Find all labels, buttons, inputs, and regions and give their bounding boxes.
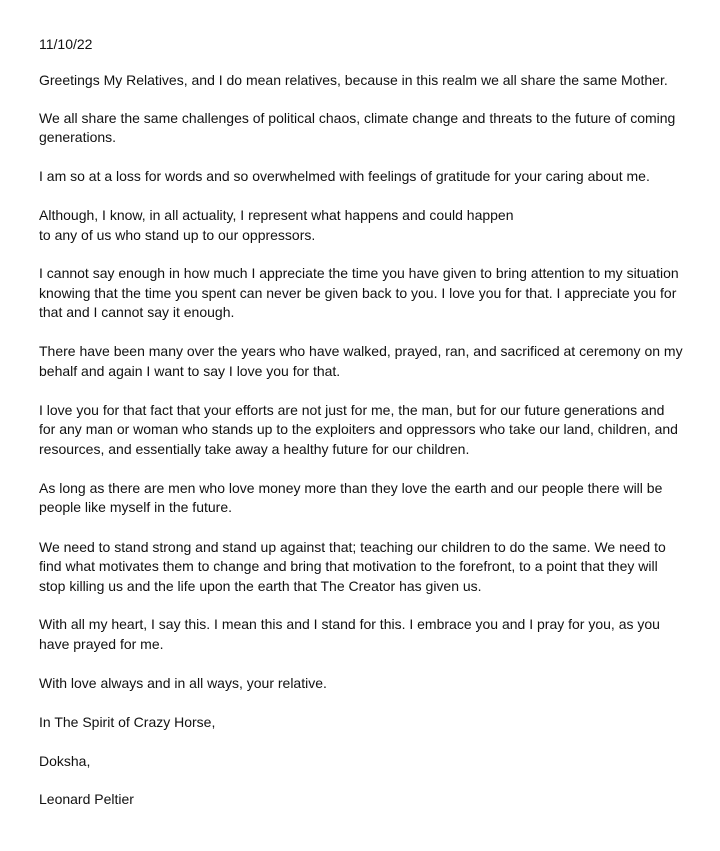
paragraph-appreciate-line-2: knowing that the time you spent can never be given back to you. I love you for that. I appreciate you for: [39, 285, 677, 301]
paragraph-efforts-line-3: resources, and essentially take away a healthy future for our children.: [39, 441, 470, 457]
doksha-line: Doksha,: [39, 753, 91, 769]
paragraph-challenges-line-1: We all share the same challenges of political chaos, climate change and threats to the future of coming: [39, 110, 676, 126]
letter-closing: With love always and in all ways, your relative.: [39, 675, 327, 691]
paragraph-many-line-1: There have been many over the years who have walked, prayed, ran, and sacrificed at ceremony on my: [39, 343, 683, 359]
paragraph-heart-line-1: With all my heart, I say this. I mean this and I stand for this. I embrace you and I pray for you, as you: [39, 616, 660, 632]
paragraph-although-line-1: Although, I know, in all actuality, I represent what happens and could happen: [39, 207, 514, 223]
paragraph-many-line-2: behalf and again I want to say I love you for that.: [39, 363, 341, 379]
paragraph-appreciate-line-3: that and I cannot say it enough.: [39, 304, 235, 320]
paragraph-stand-strong-line-2: find what motivates them to change and bring that motivation to the forefront, to a point that they will: [39, 558, 658, 574]
paragraph-challenges-line-2: generations.: [39, 129, 117, 145]
paragraph-stand-strong-line-3: stop killing us and the life upon the earth that The Creator has given us.: [39, 578, 482, 594]
paragraph-although-line-2: to any of us who stand up to our oppressors.: [39, 227, 316, 243]
paragraph-appreciate-line-1: I cannot say enough in how much I appreciate the time you have given to bring attention to my situation: [39, 265, 679, 281]
paragraph-efforts-line-2: for any man or woman who stands up to the exploiters and oppressors who take our land, children, and: [39, 421, 678, 437]
signature-name: Leonard Peltier: [39, 791, 134, 807]
paragraph-money-line-1: As long as there are men who love money more than they love the earth and our people there will be: [39, 480, 663, 496]
paragraph-gratitude: I am so at a loss for words and so overwhelmed with feelings of gratitude for your caring about me.: [39, 168, 650, 184]
spirit-line: In The Spirit of Crazy Horse,: [39, 714, 216, 730]
letter-date: 11/10/22: [39, 36, 93, 52]
paragraph-greeting: Greetings My Relatives, and I do mean relatives, because in this realm we all share the same Mother.: [39, 72, 668, 88]
paragraph-stand-strong-line-1: We need to stand strong and stand up against that; teaching our children to do the same. We need to: [39, 539, 666, 555]
paragraph-efforts-line-1: I love you for that fact that your efforts are not just for me, the man, but for our future generations and: [39, 402, 665, 418]
paragraph-heart-line-2: have prayed for me.: [39, 636, 164, 652]
paragraph-money-line-2: people like myself in the future.: [39, 499, 232, 515]
